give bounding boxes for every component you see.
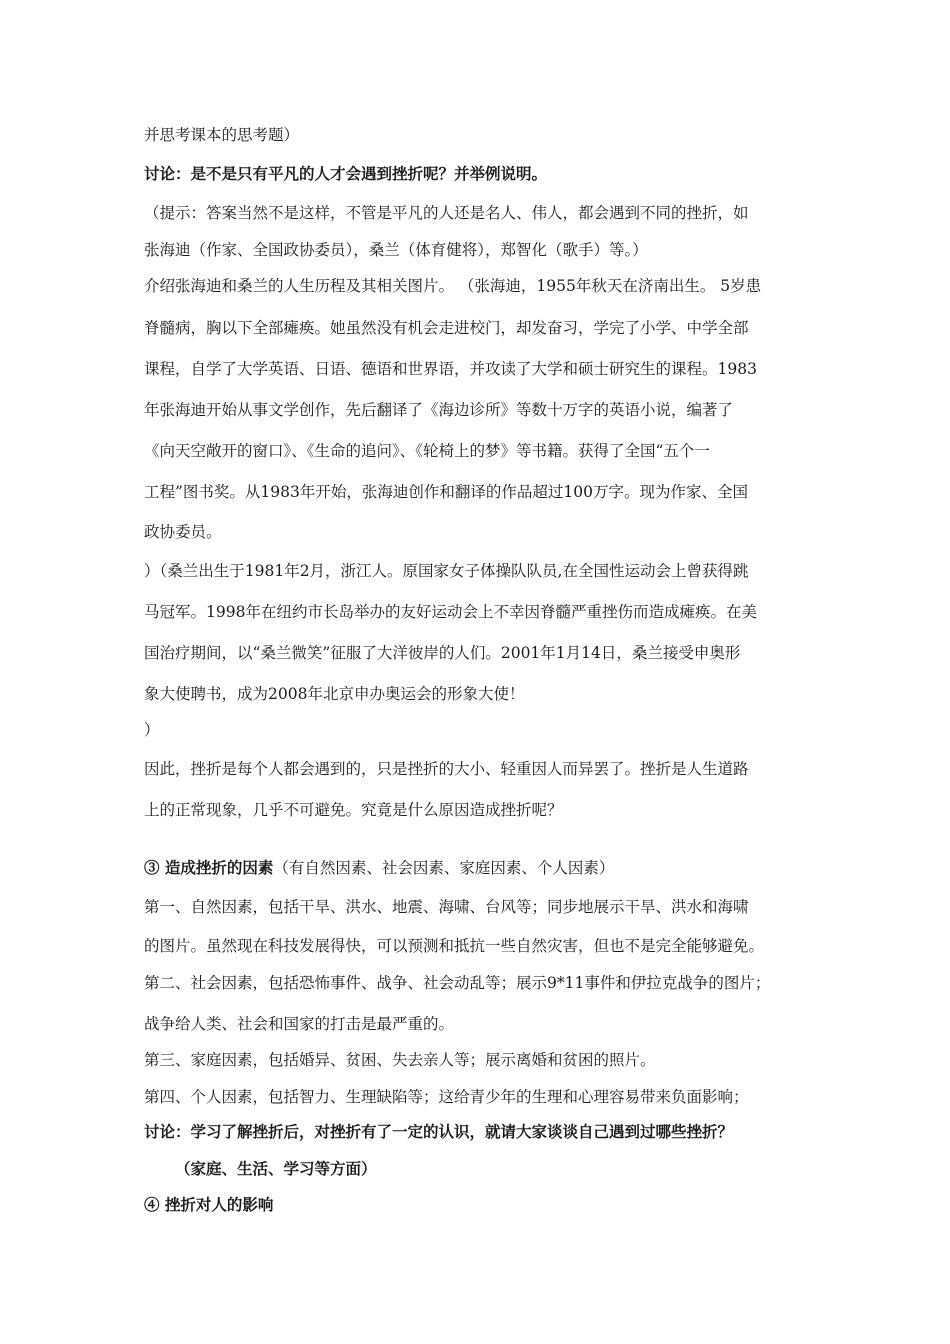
text-line: 因此，挫折是每个人都会遇到的，只是挫折的大小、轻重因人而异罢了。挫折是人生道路 <box>144 760 749 778</box>
text-line: 工程”图书奖。从1983年开始，张海迪创作和翻译的作品超过100万字。现为作家、全国 <box>144 483 748 501</box>
discussion-note: （家庭、生活、学习等方面） <box>175 1159 377 1178</box>
text-line: 张海迪（作家、全国政协委员），桑兰（体育健将），郑智化（歌手）等。） <box>144 241 648 259</box>
text-line: 第三、家庭因素，包括婚异、贫困、失去亲人等；展示离婚和贫困的照片。 <box>144 1051 656 1069</box>
text-line: 《向天空敞开的窗口》、《生命的追问》、《轮椅上的梦》等书籍。获得了全国“五个一 <box>144 442 710 460</box>
text-line: 并思考课本的思考题） <box>144 126 300 144</box>
text-line: ）（桑兰出生于1981年2月，浙江人。原国家女子体操队队员,在全国性运动会上曾获得跳 <box>144 562 749 580</box>
discussion-question: 讨论：是不是只有平凡的人才会遇到挫折呢？并举例说明。 <box>144 164 548 183</box>
section-heading-4: ④ 挫折对人的影响 <box>144 1195 274 1214</box>
text-line: 战争给人类、社会和国家的打击是最严重的。 <box>144 1015 455 1033</box>
text-line: 年张海迪开始从事文学创作，先后翻译了《海边诊所》等数十万字的英语小说，编著了 <box>144 401 734 419</box>
text-line: 第一、自然因素，包括干旱、洪水、地震、海啸、台风等；同步地展示干旱、洪水和海啸 <box>144 898 749 916</box>
text-line: 马冠军。1998年在纽约市长岛举办的友好运动会上不幸因脊髓严重挫伤而造成瘫痪。在美 <box>144 603 757 621</box>
text-line: ） <box>144 721 160 739</box>
text-line: 第四、个人因素，包括智力、生理缺陷等；这给青少年的生理和心理容易带来负面影响； <box>144 1088 749 1106</box>
section-heading-label: ③ 造成挫折的因素 <box>144 858 274 877</box>
section-heading-note: （有自然因素、社会因素、家庭因素、个人因素） <box>273 859 615 877</box>
text-line: 国治疗期间，以“桑兰微笑”征服了大洋彼岸的人们。2001年1月14日，桑兰接受申奥形 <box>144 644 741 662</box>
text-line: 上的正常现象，几乎不可避免。究竟是什么原因造成挫折呢？ <box>144 801 563 819</box>
text-line: 的图片。虽然现在科技发展得快，可以预测和抵抗一些自然灾害，但也不是完全能够避免。 <box>144 937 765 955</box>
text-line: 象大使聘书，成为2008年北京申办奥运会的形象大使！ <box>144 685 525 703</box>
text-line: （提示：答案当然不是这样，不管是平凡的人还是名人、伟人，都会遇到不同的挫折，如 <box>144 204 749 222</box>
discussion-question: 讨论：学习了解挫折后，对挫折有了一定的认识，就请大家谈谈自己遇到过哪些挫折？ <box>144 1122 734 1141</box>
text-line: 课程，自学了大学英语、日语、德语和世界语，并攻读了大学和硕士研究生的课程。1983 <box>144 360 757 378</box>
text-line: 政协委员。 <box>144 523 222 541</box>
text-line: 介绍张海迪和桑兰的人生历程及其相关图片。 （张海迪，1955年秋天在济南出生。 5岁患 <box>144 277 762 295</box>
section-heading-3 <box>144 858 824 878</box>
text-line: 第二、社会因素，包括恐怖事件、战争、社会动乱等；展示9*11事件和伊拉克战争的图片； <box>144 974 771 992</box>
text-line: 脊髓病，胸以下全部瘫痪。她虽然没有机会走进校门，却发奋习，学完了小学、中学全部 <box>144 319 749 337</box>
